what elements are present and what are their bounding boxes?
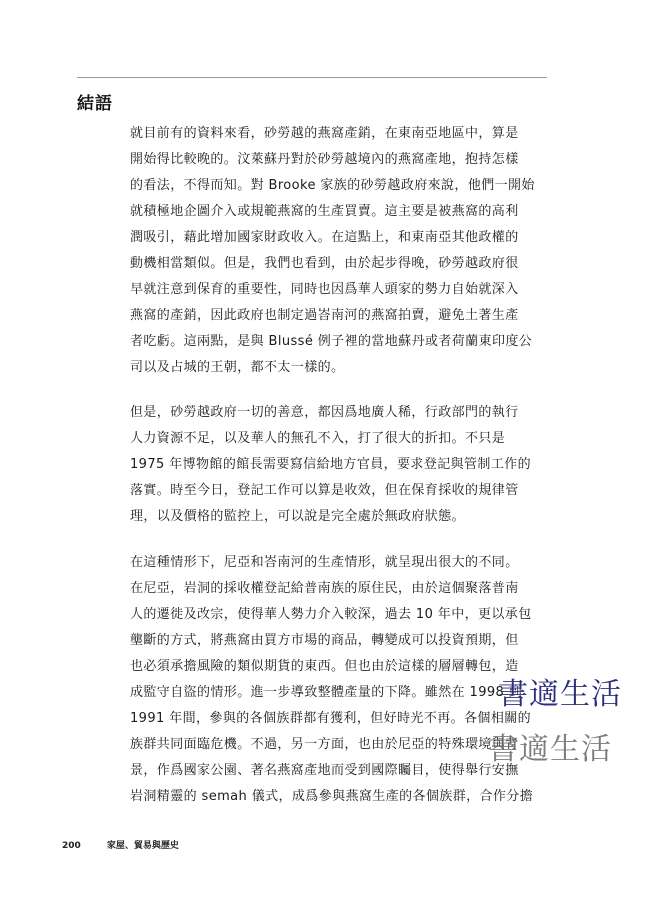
- text-line: 就積極地企圖介入或規範燕窩的生產買賣。這主要是被燕窩的高利: [130, 204, 519, 219]
- page-footer: [62, 838, 179, 851]
- text-line: 岩洞精靈的 semah 儀式，成爲參與燕窩生產的各個族群，合作分擔: [130, 789, 534, 804]
- text-line: 的看法，不得而知。對 Brooke 家族的砂勞越政府來說，他們一開始: [130, 178, 535, 193]
- text-line: 景，作爲國家公園、著名燕窩產地而受到國際矚目，使得舉行安撫: [130, 763, 519, 778]
- text-line: 動機相當類似。但是，我們也看到，由於起步得晚，砂勞越政府很: [130, 256, 519, 271]
- text-line: 者吃虧。這兩點，是與 Blussé 例子裡的當地蘇丹或者荷蘭東印度公: [130, 334, 533, 349]
- text-line: 就目前有的資料來看，砂勞越的燕窩產銷，在東南亞地區中，算是: [130, 126, 519, 141]
- text-line: 燕窩的產銷，因此政府也制定過峇南河的燕窩拍賣，避免土著生產: [130, 308, 519, 323]
- text-line: 早就注意到保育的重要性，同時也因爲華人頭家的勢力自始就深入: [130, 282, 519, 297]
- text-line: 司以及占城的王朝，都不太一樣的。: [130, 360, 345, 375]
- text-line: 壟斷的方式，將燕窩由買方市場的商品，轉變成可以投資預期，但: [130, 633, 519, 648]
- body-paragraph-1: [130, 121, 550, 381]
- watermark-primary: 書適生活: [498, 677, 622, 712]
- text-line: 在這種情形下，尼亞和峇南河的生產情形，就呈現出很大的不同。: [130, 555, 519, 570]
- text-line: 人的遷徙及改宗，使得華人勢力介入較深，過去 10 年中，更以承包: [130, 607, 532, 622]
- heading-rule: [77, 77, 547, 78]
- watermark-secondary: 書適生活: [488, 732, 612, 767]
- text-line: 在尼亞，岩洞的採收權登記給普南族的原住民，由於這個聚落普南: [130, 581, 519, 596]
- text-line: 人力資源不足，以及華人的無孔不入，打了很大的折扣。不只是: [130, 431, 506, 446]
- text-line: 理，以及價格的監控上，可以說是完全處於無政府狀態。: [130, 509, 466, 524]
- text-line: 成監守自盜的情形。進一步導致整體產量的下降。雖然在 1998 到: [130, 685, 523, 700]
- text-line: 落實。時至今日，登記工作可以算是收效，但在保育採收的規律管: [130, 483, 519, 498]
- text-line: 1975 年博物館的館長需要寫信給地方官員，要求登記與管制工作的: [130, 457, 532, 472]
- text-line: 但是，砂勞越政府一切的善意，都因爲地廣人稀，行政部門的執行: [130, 405, 519, 420]
- running-title: 家屋、貿易與歷史: [106, 841, 179, 851]
- section-heading: 結語: [77, 94, 113, 114]
- text-line: 潤吸引，藉此增加國家財政收入。在這點上，和東南亞其他政權的: [130, 230, 519, 245]
- body-paragraph-3: [130, 550, 550, 810]
- text-line: 也必須承擔風險的類似期貨的東西。但也由於這樣的層層轉包，造: [130, 659, 519, 674]
- text-line: 族群共同面臨危機。不過，另一方面，也由於尼亞的特殊環境與背: [130, 737, 519, 752]
- page-number: 200: [62, 841, 81, 851]
- body-paragraph-2: [130, 400, 550, 530]
- text-line: 1991 年間，參與的各個族群都有獲利，但好時光不再。各個相關的: [130, 711, 532, 726]
- text-line: 開始得比較晚的。汶萊蘇丹對於砂勞越境內的燕窩產地，抱持怎樣: [130, 152, 519, 167]
